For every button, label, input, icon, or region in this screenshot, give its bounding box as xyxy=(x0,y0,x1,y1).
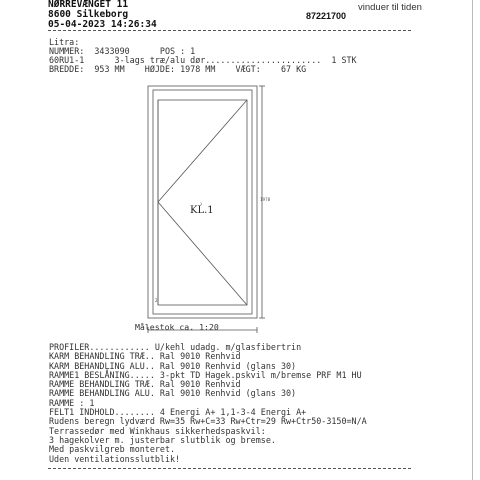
height-dimension-text: 1978 xyxy=(260,197,271,202)
door-label: KL.1 xyxy=(190,205,214,216)
door-sash xyxy=(158,100,247,305)
spec-line: Terrassedør med Winkhaus sikkerhedspaskvil: xyxy=(49,425,266,436)
header-phone: 87221700 xyxy=(306,11,347,21)
header-city: 8600 Silkeborg xyxy=(48,9,129,20)
header-datetime: 05-04-2023 14:26:34 xyxy=(48,19,157,30)
spec-line: KARM BEHANDLING TRÆ.. Ral 9010 Renhvid xyxy=(49,351,241,362)
spec-line: Med paskvilgreb monteret. xyxy=(49,444,176,455)
spec-line: RAMME BEHANDLING ALU. Ral 9010 Renhvid (glans 30) xyxy=(49,388,297,399)
spec-line: RAMME BEHANDLING TRÆ. Ral 9010 Renhvid xyxy=(49,379,241,390)
spec-line: Uden ventilationsslutblik! xyxy=(49,453,181,464)
specification-list xyxy=(49,343,367,464)
spec-line: Rudens beregn lydværd Rw=35 Rw+C=33 Rw+Ctr=29 Rw+Ctr50-3150=N/A xyxy=(49,416,367,427)
spec-line: RAMME : 1 xyxy=(49,397,95,408)
nummer-line: NUMMER: 3433090 POS : 1 xyxy=(49,46,196,56)
header-street: NØRREVÆNGET 11 xyxy=(48,0,129,10)
spec-line: RAMME1 BESLÅNING..... 3-pkt TD Hagek.pskvil m/bremse PRF M1 HU xyxy=(49,369,362,380)
opening-direction-lines xyxy=(158,100,247,305)
scale-text: Målestok ca. 1:20 xyxy=(135,322,219,332)
code-line: 60RU1-1 3-lags træ/alu dør....................... 1 STK xyxy=(49,55,357,65)
footer-rule xyxy=(48,468,411,469)
litra-line: Litra: xyxy=(49,37,80,47)
door-frame-inner xyxy=(153,90,252,314)
spec-line: PROFILER............ U/kehl udadg. m/glasfibertrin xyxy=(49,342,302,352)
door-frame-outer xyxy=(148,86,257,318)
brand-logo: vinduer til tiden xyxy=(358,2,422,13)
dims-line: BREDDE: 953 MM HØJDE: 1978 MM VÆGT: 67 KG xyxy=(49,64,307,74)
marker-2: 2 xyxy=(155,298,158,303)
marker-1: 1 xyxy=(200,202,203,206)
spec-line: FELT1 INDHOLD........ 4 Energi A+ 1,1-3-4 Energi A+ xyxy=(49,407,307,418)
spec-line: 3 hagekolver m. justerbar slutblik og bremse. xyxy=(49,434,276,445)
right-edge xyxy=(472,0,473,480)
spec-line: KARM BEHANDLING ALU.. Ral 9010 Renhvid (glans 30) xyxy=(49,360,297,371)
